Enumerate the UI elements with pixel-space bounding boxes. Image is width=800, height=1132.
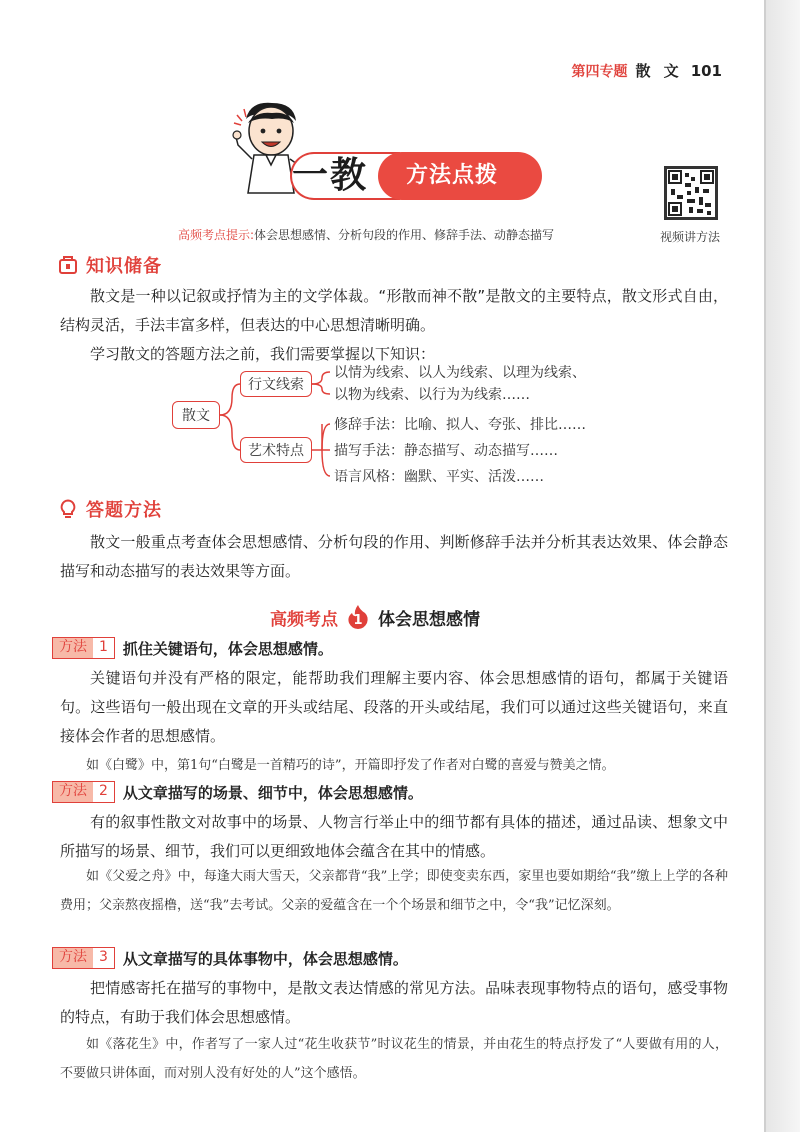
method-2-title: 从文章描写的场景、细节中，体会思想感情。 — [122, 783, 423, 802]
method-1-example: 如《白鹭》中，第1句“白鹭是一首精巧的诗”，开篇即抒发了作者对白鹭的喜爱与赞美之情。 — [86, 758, 615, 773]
exam-hint — [178, 226, 554, 243]
method-tag-number: 3 — [93, 948, 114, 968]
key-point-number: 1 — [353, 613, 363, 628]
mindmap-branch-art: 艺术特点 — [240, 437, 312, 463]
method-1-paragraph: 关键语句并没有严格的限定，能帮助我们理解主要内容、体会思想感情的语句，都属于关键语句。这些语句一般出现在文章的开头或结尾、段落的开头或结尾，我们可以通过这些关键语句，来直接体会作者的思想感情。 — [60, 669, 728, 745]
mindmap-root: 散文 — [172, 401, 220, 429]
method-tag-number: 2 — [93, 782, 114, 802]
method-2-example: 如《父爱之舟》中，每逢大雨大雪天，父亲都背“我”上学；即使变卖东西，家里也要如期给“我”缴上上学的各种费用；父亲熬夜摇橹，送“我”去考试。父亲的爱蕴含在一个个场景和细节之中，令“我”记忆深刻。 — [60, 869, 728, 913]
exam-hint-text: 体会思想感情、分析句段的作用、修辞手法、动静态描写 — [254, 228, 555, 242]
method-2-tag — [52, 781, 115, 803]
method-3-title: 从文章描写的具体事物中，体会思想感情。 — [122, 949, 408, 968]
knowledge-section-title: 知识储备 — [86, 256, 162, 277]
method-1-header — [52, 637, 333, 659]
exam-hint-label: 高频考点提示: — [178, 228, 255, 242]
section-banner — [290, 152, 542, 200]
method-2-paragraph: 有的叙事性散文对故事中的场景、人物言行举止中的细节都有具体的描述，通过品读、想象文中所描写的场景、细节，我们可以更细致地体会蕴含在其中的情感。 — [60, 813, 728, 860]
qr-pattern-icon — [667, 169, 715, 217]
answer-section-header — [58, 496, 162, 522]
knowledge-paragraph-2: 学习散文的答题方法之前，我们需要掌握以下知识： — [90, 345, 436, 363]
knowledge-section-header — [58, 252, 162, 278]
running-head — [571, 60, 722, 81]
mindmap-art-item-description: 描写手法：静态描写、动态描写…… — [334, 443, 558, 459]
lightbulb-icon — [58, 499, 78, 519]
method-2-header — [52, 781, 423, 803]
bag-icon — [58, 255, 78, 275]
running-head-title: 散 文 — [635, 62, 683, 80]
method-tag-label: 方法 — [53, 638, 93, 658]
key-point-label: 高频考点 — [270, 609, 338, 630]
running-head-topic: 第四专题 — [571, 64, 628, 80]
flame-number-badge — [346, 604, 370, 630]
mindmap-branch-clue: 行文线索 — [240, 371, 312, 397]
key-point-title: 体会思想感情 — [378, 609, 480, 630]
qr-code[interactable] — [664, 166, 718, 220]
mindmap-clue-line-1: 以情为线索、以人为线索、以理为线索、 — [334, 365, 586, 381]
method-3-example: 如《落花生》中，作者写了一家人过“花生收获节”时议花生的情景，并由花生的特点抒发了“人要做有用的人，不要做只讲体面，而对别人没有好处的人”这个感悟。 — [60, 1037, 728, 1081]
page-number: 101 — [690, 62, 722, 80]
banner-big-text: 一教 — [292, 155, 369, 196]
page-edge — [766, 0, 800, 1132]
knowledge-paragraph-1: 散文是一种以记叙或抒情为主的文学体裁。“形散而神不散”是散文的主要特点，散文形式自由，结构灵活，手法丰富多样，但表达的中心思想清晰明确。 — [60, 287, 728, 334]
key-point-header — [270, 604, 480, 630]
method-tag-label: 方法 — [53, 782, 93, 802]
mindmap-art-item-style: 语言风格：幽默、平实、活泼…… — [334, 469, 544, 485]
answer-paragraph: 散文一般重点考查体会思想感情、分析句段的作用、判断修辞手法并分析其表达效果、体会静态描写和动态描写的表达效果等方面。 — [60, 533, 728, 580]
method-1-tag — [52, 637, 115, 659]
method-3-header — [52, 947, 408, 969]
method-tag-number: 1 — [93, 638, 114, 658]
method-3-paragraph: 把情感寄托在描写的事物中，是散文表达情感的常见方法。品味表现事物特点的语句，感受事物的特点，有助于我们体会思想感情。 — [60, 979, 728, 1026]
answer-section-title: 答题方法 — [86, 500, 162, 521]
method-tag-label: 方法 — [53, 948, 93, 968]
mindmap-clue-line-2: 以物为线索、以行为为线索…… — [334, 387, 530, 403]
mindmap-art-item-rhetoric: 修辞手法：比喻、拟人、夸张、排比…… — [334, 417, 586, 433]
method-3-tag — [52, 947, 115, 969]
qr-caption: 视频讲方法 — [660, 230, 721, 244]
banner-label: 方法点拨 — [406, 163, 499, 188]
method-1-title: 抓住关键语句，体会思想感情。 — [122, 639, 333, 658]
